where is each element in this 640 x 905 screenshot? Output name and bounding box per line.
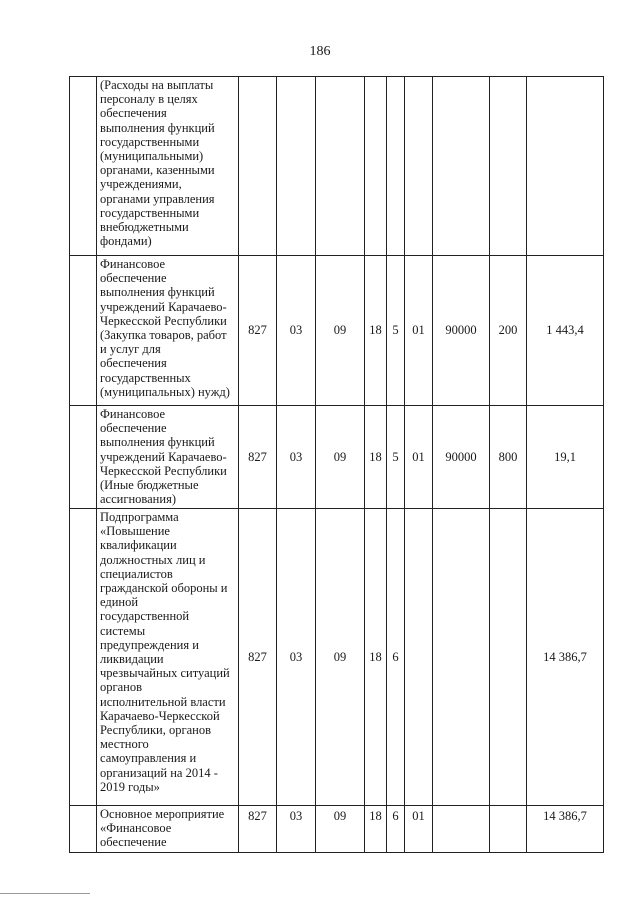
footer-rule [0,893,90,894]
amount-cell: 19,1 [527,406,604,509]
subprogram-code-cell: 5 [387,406,405,509]
subprogram-code-cell: 5 [387,256,405,406]
expense-type-cell [490,509,527,806]
description-cell: Финансовое обеспечение выполнения функций учреждений Карачаево- Черкесской Республики (Иные бюджетные ассигнования) [97,406,239,509]
amount-cell [527,77,604,256]
grbs-cell: 827 [239,509,277,806]
program-code-cell: 18 [365,256,387,406]
event-code-cell: 01 [405,806,433,853]
expense-type-cell: 200 [490,256,527,406]
section-cell [277,77,316,256]
subsection-cell: 09 [316,406,365,509]
amount-cell: 1 443,4 [527,256,604,406]
subprogram-code-cell: 6 [387,509,405,806]
amount-cell: 14 386,7 [527,509,604,806]
subsection-cell: 09 [316,509,365,806]
expense-type-cell: 800 [490,406,527,509]
description-cell: Основное мероприятие «Финансовое обеспечение [97,806,239,853]
direction-code-cell [433,806,490,853]
program-code-cell: 18 [365,509,387,806]
event-code-cell: 01 [405,406,433,509]
section-cell: 03 [277,256,316,406]
grbs-cell: 827 [239,806,277,853]
event-code-cell: 01 [405,256,433,406]
subsection-cell [316,77,365,256]
description-cell: Подпрограмма «Повышение квалификации должностных лиц и специалистов гражданской обороны и единой государственной системы предупреждения и ликвидации чрезвычайных ситуаций органов исполнительной власти Карачаево-Черкесской Республики, органов местного самоуправления и организаций на 2014 - 2019 годы» [97,509,239,806]
grbs-cell: 827 [239,256,277,406]
subsection-cell: 09 [316,806,365,853]
description-cell: (Расходы на выплаты персоналу в целях обеспечения выполнения функций государственными (муниципальными) органами, казенными учреждениями, органами управления государственными внебюджетными фондами) [97,77,239,256]
program-code-cell: 18 [365,406,387,509]
index-cell [70,406,97,509]
page-number: 186 [309,44,331,59]
table-row [70,406,604,509]
table-row [70,77,604,256]
expense-type-cell [490,77,527,256]
amount-cell: 14 386,7 [527,806,604,853]
grbs-cell [239,77,277,256]
index-cell [70,509,97,806]
program-code-cell: 18 [365,806,387,853]
event-code-cell [405,77,433,256]
direction-code-cell: 90000 [433,256,490,406]
event-code-cell [405,509,433,806]
direction-code-cell [433,509,490,806]
expense-type-cell [490,806,527,853]
section-cell: 03 [277,806,316,853]
budget-table [69,76,604,853]
index-cell [70,806,97,853]
subprogram-code-cell [387,77,405,256]
direction-code-cell: 90000 [433,406,490,509]
table-row [70,806,604,853]
description-cell: Финансовое обеспечение выполнения функций учреждений Карачаево- Черкесской Республики (Закупка товаров, работ и услуг для обеспечения государственных (муниципальных) нужд) [97,256,239,406]
direction-code-cell [433,77,490,256]
table-row [70,256,604,406]
index-cell [70,256,97,406]
index-cell [70,77,97,256]
grbs-cell: 827 [239,406,277,509]
program-code-cell [365,77,387,256]
subprogram-code-cell: 6 [387,806,405,853]
subsection-cell: 09 [316,256,365,406]
section-cell: 03 [277,509,316,806]
table-row [70,509,604,806]
section-cell: 03 [277,406,316,509]
